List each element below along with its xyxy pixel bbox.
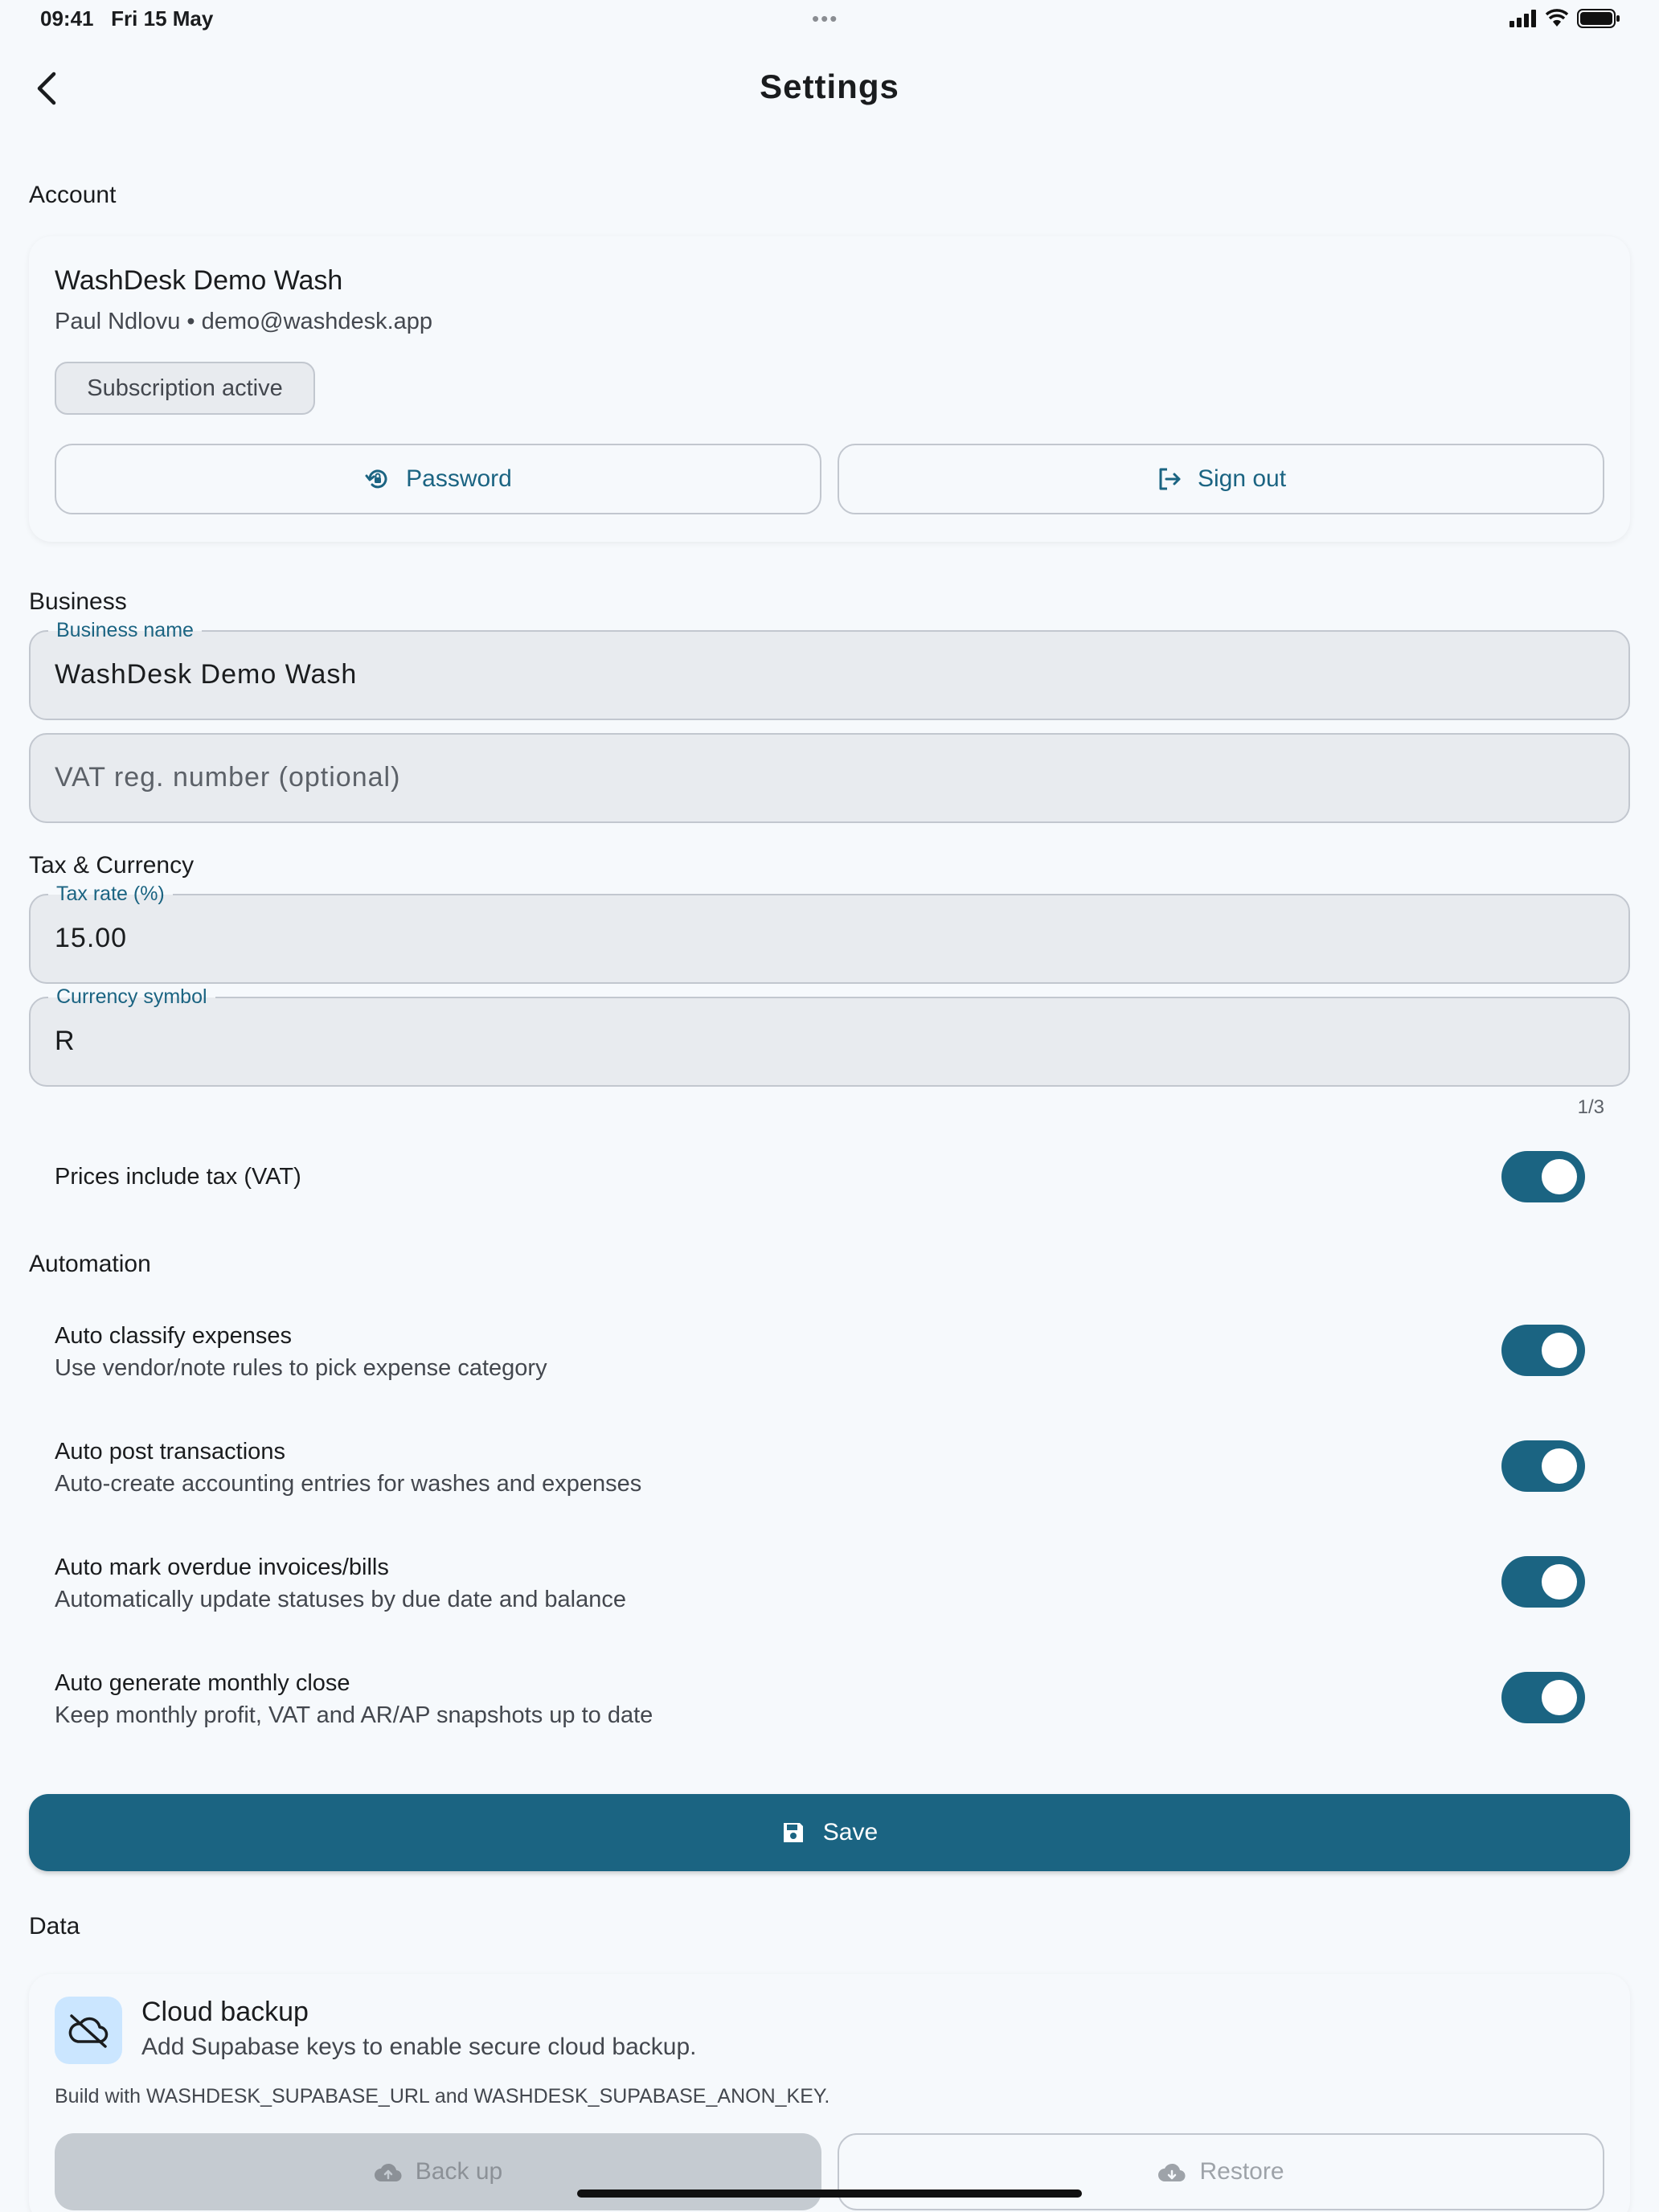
currency-symbol-value: R [55,1026,76,1056]
prices-include-tax-label: Prices include tax (VAT) [55,1164,301,1190]
prices-include-tax-toggle[interactable] [1501,1151,1585,1202]
change-password-button[interactable] [55,444,821,514]
cloud-tile [55,1997,122,2064]
page-title: Settings [760,68,899,105]
tax-rate-field[interactable] [29,883,1630,984]
currency-char-counter: 1/3 [1577,1096,1604,1118]
status-time [40,6,213,31]
business-name-value: WashDesk Demo Wash [55,659,358,690]
data-section-title: Data [29,1913,80,1940]
logout-icon [1156,465,1183,493]
lock-reset-icon [364,465,391,493]
cloud-download-icon [1157,2161,1186,2183]
toggle-knob [1542,1159,1577,1194]
auto-post-toggle[interactable] [1501,1440,1585,1492]
subscription-status-chip: Subscription active [55,362,315,415]
currency-symbol-field[interactable] [29,985,1630,1087]
tax-section-title: Tax & Currency [29,852,195,879]
sign-out-button[interactable] [838,444,1604,514]
account-user-line: Paul Ndlovu • demo@washdesk.app [55,309,433,334]
currency-symbol-label: Currency symbol [48,985,215,1009]
cloud-backup-title: Cloud backup [141,1997,309,2027]
cloud-off-icon [67,2013,110,2048]
save-button[interactable] [29,1794,1630,1871]
multitask-dots[interactable]: ••• [812,6,839,31]
back-up-button[interactable] [55,2133,821,2210]
status-icons [1509,8,1620,29]
restore-button[interactable] [838,2133,1604,2210]
toggle-knob [1542,1680,1577,1715]
cloud-backup-subtitle: Add Supabase keys to enable secure cloud backup. [141,2034,697,2060]
signal-icon [1509,10,1537,27]
auto-post-subtitle: Auto-create accounting entries for washes and expenses [55,1471,642,1497]
auto-classify-subtitle: Use vendor/note rules to pick expense category [55,1355,547,1381]
account-business-name: WashDesk Demo Wash [55,265,343,296]
tax-rate-label: Tax rate (%) [48,883,173,906]
auto-monthly-close-title: Auto generate monthly close [55,1670,350,1696]
auto-post-title: Auto post transactions [55,1439,285,1464]
auto-overdue-title: Auto mark overdue invoices/bills [55,1555,389,1580]
build-note: Build with WASHDESK_SUPABASE_URL and WASHDESK_SUPABASE_ANON_KEY. [55,2085,830,2108]
save-icon [781,1821,805,1845]
business-name-label: Business name [48,619,202,642]
auto-classify-toggle[interactable] [1501,1325,1585,1376]
account-section-title: Account [29,182,117,208]
vat-number-placeholder: VAT reg. number (optional) [55,762,401,793]
business-name-field[interactable] [29,619,1630,720]
toggle-knob [1542,1448,1577,1484]
wifi-icon [1545,9,1569,28]
auto-monthly-close-toggle[interactable] [1501,1672,1585,1723]
battery-icon [1577,8,1620,29]
status-clock: 09:41 [40,6,94,31]
sign-out-button-label: Sign out [1197,465,1287,492]
business-section-title: Business [29,588,127,615]
toggle-knob [1542,1333,1577,1368]
auto-overdue-subtitle: Automatically update statuses by due date and balance [55,1587,626,1612]
save-button-label: Save [822,1819,879,1845]
automation-section-title: Automation [29,1251,151,1277]
vat-number-field[interactable] [29,733,1630,823]
tax-rate-value: 15.00 [55,923,128,953]
auto-overdue-toggle[interactable] [1501,1556,1585,1608]
status-date: Fri 15 May [111,6,214,31]
home-indicator[interactable] [577,2189,1082,2198]
toggle-knob [1542,1564,1577,1600]
auto-monthly-close-subtitle: Keep monthly profit, VAT and AR/AP snapshots up to date [55,1702,653,1728]
password-button-label: Password [406,465,512,492]
back-up-button-label: Back up [415,2158,503,2185]
auto-classify-title: Auto classify expenses [55,1323,292,1349]
restore-button-label: Restore [1199,2158,1284,2185]
cloud-upload-icon [374,2161,403,2183]
